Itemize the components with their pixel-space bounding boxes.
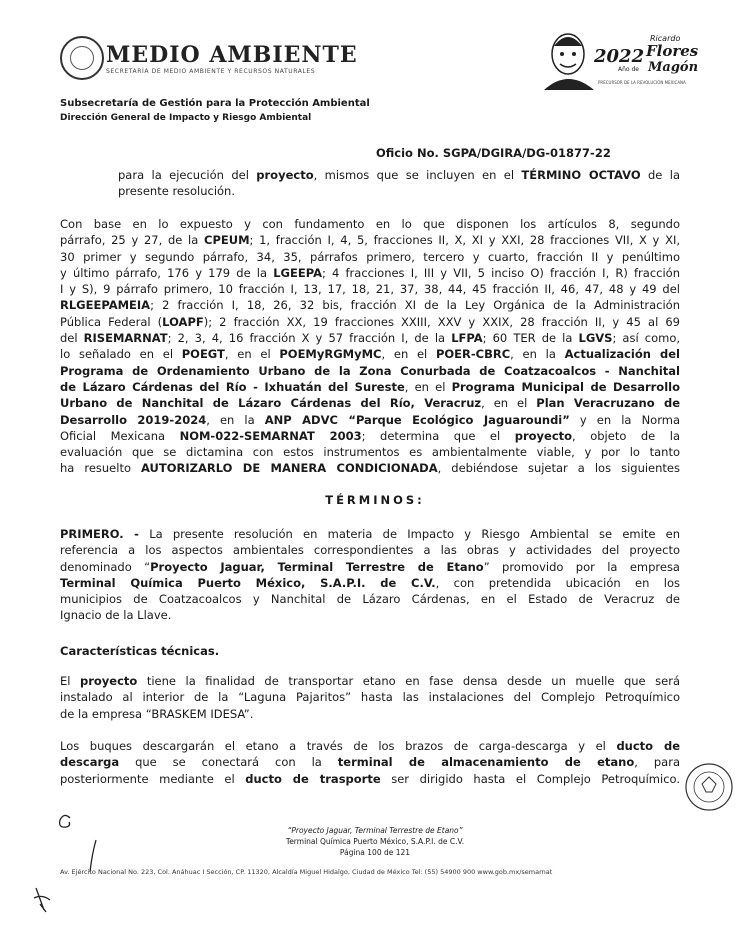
seal-inner-ring <box>70 46 94 70</box>
paragraph-primero: PRIMERO. - La presente resolución en materia de Impacto y Riesgo Ambiental se emite en referencia a los aspectos ambientales correspondientes a las obras y actividades del proyecto denominado “Proyecto Jaguar, Terminal Terrestre de Etano” promovido por la empresa Terminal Química Puerto México, S.A.P.I. de C.V., con pretendida ubicación en los municipios de Coatzacoalcos y Nanchital de Lázaro Cárdenas, en el Estado de Veracruz de Ignacio de la Llave. <box>60 527 680 623</box>
footer-company: Terminal Química Puerto México, S.A.P.I. de C.V. <box>285 837 465 846</box>
brand-subtitle: SECRETARÍA DE MEDIO AMBIENTE Y RECURSOS NATURALES <box>106 68 316 75</box>
terminos-heading: TÉRMINOS: <box>325 493 425 507</box>
footer-page-number: Página 100 de 121 <box>339 848 411 857</box>
subsecretaria-heading: Subsecretaría de Gestión para la Protección Ambiental <box>60 98 370 109</box>
signature-scribble-icon <box>32 884 52 914</box>
caracteristicas-heading: Características técnicas. <box>60 644 220 658</box>
oficio-number: Oficio No. SGPA/DGIRA/DG-01877-22 <box>376 146 611 160</box>
paragraph-finalidad: El proyecto tiene la finalidad de transportar etano en fase densa desde un muelle que será instalado al interior de la “Laguna Pajaritos” hasta las instalaciones del Complejo Petroquímico de la empresa “BRASKEM IDESA”. <box>60 674 680 721</box>
badge-year: 2022 <box>594 46 645 67</box>
official-stamp-icon <box>684 762 734 812</box>
brand-title: MEDIO AMBIENTE <box>106 42 358 68</box>
footer-address: Av. Ejército Nacional No. 223, Col. Anáhuac I Sección, CP. 11320, Alcaldía Miguel Hidalgo, Ciudad de México Tel: (55) 54900 900 www.gob.mx/semarnat <box>60 868 553 876</box>
paragraph-fundamento: Con base en lo expuesto y con fundamento en lo que disponen los artículos 8, segundo párrafo, 25 y 27, de la CPEUM; 1, fracción I, 4, 5, fracciones II, X, XI y XXI, 28 fracciones VII, X y XI, 30 primer y segundo párrafo, 34, 35, párrafos primero, tercero y cuarto, fracción II y penúltimo y último párrafo, 176 y 179 de la LGEEPA; 4 fracciones I, III y VII, 5 inciso O) fracción I, R) fracción I y S), 9 párrafo primero, 10 fracción I, 13, 17, 18, 21, 37, 38, 44, 45 fracción II, 46, 47, 48 y 49 del RLGEEPAMEIA; 2 fracción I, 18, 26, 32 bis, fracción XI de la Ley Orgánica de la Administración Pública Federal (LOAPF); 2 fracción XX, 19 fracciones XXIII, XXV y XXIX, 28 fracción II, y 45 al 69 del RISEMARNAT; 2, 3, 4, 16 fracción X y 57 fracción I, de la LFPA; 60 TER de la LGVS; así como, lo señalado en el POEGT, en el POEMyRGMyMC, en el POER-CBRC, en la Actualización del Programa de Ordenamiento Urbano de la Zona Conurbada de Coatzacoalcos - Nanchital de Lázaro Cárdenas del Río - Ixhuatán del Sureste, en el Programa Municipal de Desarrollo Urbano de Nanchital de Lázaro Cárdenas del Río, Veracruz, en el Plan Veracruzano de Desarrollo 2019-2024, en la ANP ADVC “Parque Ecológico Jaguaroundi” y en la Norma Oficial Mexicana NOM-022-SEMARNAT 2003; determina que el proyecto, objeto de la evaluación que se dictamina con estos instrumentos es ambientalmente viable, y por lo tanto ha resuelto AUTORIZARLO DE MANERA CONDICIONADA, debiéndose sujetar a los siguientes <box>60 217 681 476</box>
badge-name-middle: Flores <box>646 42 699 60</box>
paragraph-buques: Los buques descargarán el etano a través de los brazos de carga-descarga y el ducto de descarga que se conectará con la terminal de almacenamiento de etano, para posteriormente mediante el ducto de trasporte ser dirigido hasta el Complejo Petroquímico. <box>60 739 681 786</box>
direccion-heading: Dirección General de Impacto y Riesgo Ambiental <box>60 113 312 123</box>
paragraph-continuation: para la ejecución del proyecto, mismos que se incluyen en el TÉRMINO OCTAVO de la presente resolución. <box>118 168 680 199</box>
badge-ano-label: Año de <box>618 66 639 73</box>
badge-name-last: Magón <box>648 60 699 75</box>
footer-project-name: “Proyecto Jaguar, Terminal Terrestre de Etano” <box>287 826 463 835</box>
badge-subtitle: PRECURSOR DE LA REVOLUCIÓN MEXICANA <box>598 80 686 85</box>
badge-name-first: Ricardo <box>650 34 681 43</box>
